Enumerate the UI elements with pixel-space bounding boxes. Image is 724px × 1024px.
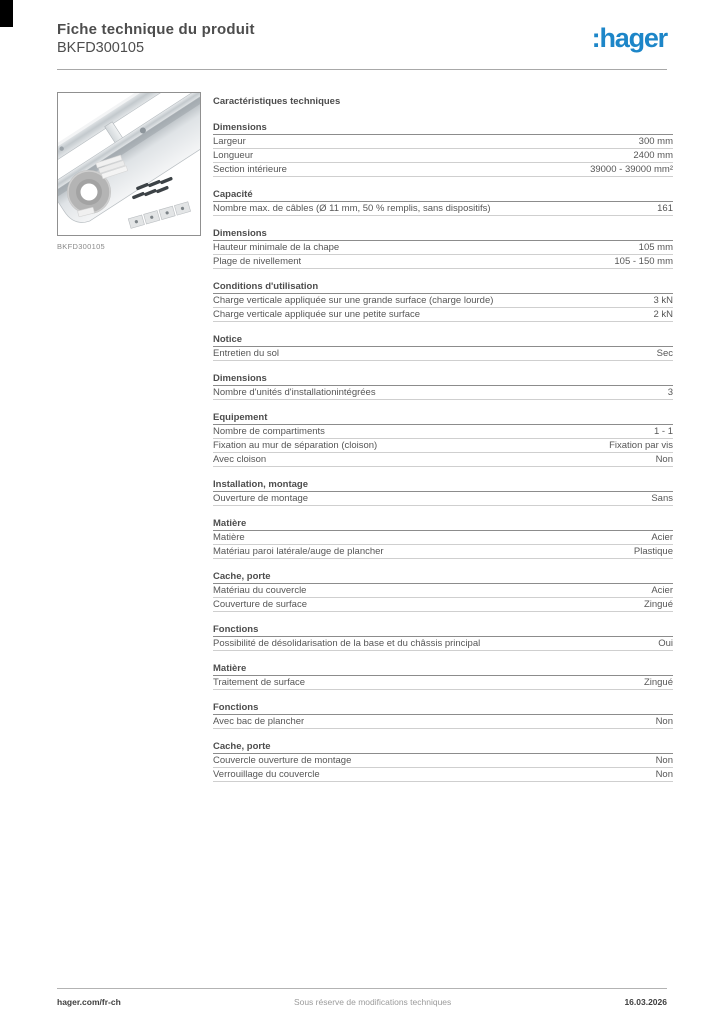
- spec-value: 161: [657, 203, 673, 214]
- spec-section: [213, 122, 673, 177]
- product-illustration-icon: [58, 93, 200, 235]
- section-title: Matière: [213, 663, 673, 676]
- spec-row: [213, 676, 673, 690]
- section-rows: [213, 754, 673, 782]
- spec-value: Zingué: [643, 677, 673, 688]
- spec-row: [213, 255, 673, 269]
- spec-row: [213, 453, 673, 467]
- section-rows: [213, 294, 673, 322]
- spec-value: 105 mm: [638, 242, 673, 253]
- section-title: Dimensions: [213, 373, 673, 386]
- spec-label: Section intérieure: [213, 164, 287, 175]
- product-figure: [57, 92, 203, 251]
- spec-label: Entretien du sol: [213, 348, 280, 359]
- section-rows: [213, 584, 673, 612]
- spec-value: Acier: [651, 532, 673, 543]
- section-title: Cache, porte: [213, 741, 673, 754]
- spec-row: [213, 347, 673, 361]
- spec-section: [213, 412, 673, 467]
- spec-section: [213, 228, 673, 269]
- spec-section: [213, 373, 673, 400]
- spec-value: 105 - 150 mm: [614, 256, 673, 267]
- spec-label: Largeur: [213, 136, 246, 147]
- spec-label: Ouverture de montage: [213, 493, 309, 504]
- section-title: Equipement: [213, 412, 673, 425]
- spec-section: [213, 281, 673, 322]
- section-title: Cache, porte: [213, 571, 673, 584]
- product-image: [57, 92, 201, 236]
- specs-title: Caractéristiques techniques: [213, 96, 341, 107]
- spec-value: 300 mm: [638, 136, 673, 147]
- spec-value: 3: [667, 387, 673, 398]
- product-image-caption: BKFD300105: [57, 242, 106, 251]
- section-title: Dimensions: [213, 228, 673, 241]
- spec-row: [213, 492, 673, 506]
- section-title: Matière: [213, 518, 673, 531]
- spec-value: Zingué: [643, 599, 673, 610]
- section-title: Notice: [213, 334, 673, 347]
- spec-label: Avec cloison: [213, 454, 267, 465]
- footer-date: 16.03.2026: [624, 997, 667, 1007]
- section-rows: [213, 637, 673, 651]
- spec-value: Oui: [658, 638, 673, 649]
- spec-value: Non: [655, 769, 673, 780]
- spec-row: [213, 531, 673, 545]
- footer-divider: [57, 988, 667, 989]
- footer-website: hager.com/fr-ch: [57, 997, 121, 1007]
- spec-sections: [213, 122, 673, 782]
- spec-section: [213, 189, 673, 216]
- spec-value: 2400 mm: [633, 150, 673, 161]
- spec-label: Charge verticale appliquée sur une petite surface: [213, 309, 421, 320]
- spec-label: Nombre d'unités d'installationintégrées: [213, 387, 376, 398]
- spec-section: [213, 663, 673, 690]
- hager-logo: :hager: [591, 23, 667, 53]
- specs-table: [213, 96, 673, 794]
- spec-row: [213, 241, 673, 255]
- spec-value: 1 - 1: [653, 426, 673, 437]
- spec-value: Plastique: [633, 546, 673, 557]
- spec-value: 39000 - 39000 mm²: [590, 164, 673, 175]
- section-title: Conditions d'utilisation: [213, 281, 673, 294]
- section-rows: [213, 715, 673, 729]
- spec-row: [213, 768, 673, 782]
- section-rows: [213, 492, 673, 506]
- spec-value: Sec: [656, 348, 673, 359]
- spec-label: Nombre max. de câbles (Ø 11 mm, 50 % remplis, sans dispositifs): [213, 203, 491, 214]
- section-title: Fonctions: [213, 624, 673, 637]
- spec-label: Couverture de surface: [213, 599, 307, 610]
- spec-value: Non: [655, 716, 673, 727]
- spec-row: [213, 425, 673, 439]
- spec-section: [213, 702, 673, 729]
- section-title: Installation, montage: [213, 479, 673, 492]
- spec-value: Non: [655, 755, 673, 766]
- spec-label: Hauteur minimale de la chape: [213, 242, 340, 253]
- section-rows: [213, 135, 673, 177]
- spec-label: Possibilité de désolidarisation de la base et du châssis principal: [213, 638, 481, 649]
- spec-row: [213, 202, 673, 216]
- spec-section: [213, 741, 673, 782]
- spec-section: [213, 518, 673, 559]
- section-rows: [213, 425, 673, 467]
- section-rows: [213, 676, 673, 690]
- section-rows: [213, 386, 673, 400]
- spec-row: [213, 545, 673, 559]
- spec-value: 2 kN: [653, 309, 673, 320]
- spec-label: Matériau paroi latérale/auge de plancher: [213, 546, 384, 557]
- spec-label: Longueur: [213, 150, 254, 161]
- section-title: Capacité: [213, 189, 673, 202]
- spec-row: [213, 149, 673, 163]
- spec-row: [213, 598, 673, 612]
- spec-section: [213, 479, 673, 506]
- spec-section: [213, 624, 673, 651]
- section-title: Dimensions: [213, 122, 673, 135]
- product-code: BKFD300105: [57, 40, 145, 56]
- spec-label: Charge verticale appliquée sur une grande surface (charge lourde): [213, 295, 494, 306]
- section-rows: [213, 241, 673, 269]
- spec-label: Plage de nivellement: [213, 256, 302, 267]
- spec-label: Couvercle ouverture de montage: [213, 755, 352, 766]
- spec-label: Matériau du couvercle: [213, 585, 307, 596]
- spec-section: [213, 571, 673, 612]
- spec-value: Non: [655, 454, 673, 465]
- spec-row: [213, 386, 673, 400]
- page-title: Fiche technique du produit: [57, 21, 255, 38]
- spec-row: [213, 584, 673, 598]
- page-footer: [57, 997, 667, 1007]
- spec-row: [213, 439, 673, 453]
- section-rows: [213, 347, 673, 361]
- spec-row: [213, 637, 673, 651]
- footer-disclaimer: Sous réserve de modifications techniques: [293, 997, 452, 1007]
- spec-label: Nombre de compartiments: [213, 426, 325, 437]
- spec-row: [213, 294, 673, 308]
- spec-value: Acier: [651, 585, 673, 596]
- spec-label: Verrouillage du couvercle: [213, 769, 320, 780]
- spec-label: Traitement de surface: [213, 677, 306, 688]
- spec-label: Fixation au mur de séparation (cloison): [213, 440, 378, 451]
- section-rows: [213, 531, 673, 559]
- section-title: Fonctions: [213, 702, 673, 715]
- spec-label: Matière: [213, 532, 245, 543]
- page-header: [57, 21, 667, 56]
- print-corner-mark: [0, 0, 13, 27]
- section-rows: [213, 202, 673, 216]
- spec-section: [213, 334, 673, 361]
- header-divider: [57, 69, 667, 70]
- spec-row: [213, 135, 673, 149]
- spec-label: Avec bac de plancher: [213, 716, 305, 727]
- spec-row: [213, 163, 673, 177]
- spec-value: Fixation par vis: [609, 440, 673, 451]
- spec-row: [213, 754, 673, 768]
- spec-row: [213, 308, 673, 322]
- spec-row: [213, 715, 673, 729]
- spec-value: 3 kN: [653, 295, 673, 306]
- spec-value: Sans: [651, 493, 673, 504]
